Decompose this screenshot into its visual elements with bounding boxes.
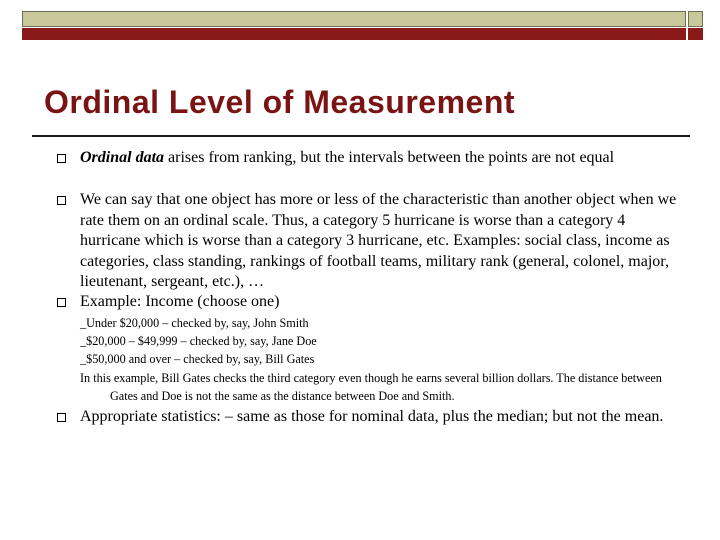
header-band-red — [22, 28, 686, 40]
corner-square-olive — [688, 11, 703, 27]
income-explanation: In this example, Bill Gates checks the third category even though he earns several billion dollars. The distance between Gates and Doe is not the same as the distance between Doe and Smith. — [80, 371, 662, 403]
bullet-square-icon — [57, 298, 66, 307]
title-underline — [32, 135, 690, 137]
bullet-square-icon — [57, 196, 66, 205]
bullet-text: arises from ranking, but the intervals between the points are not equal — [164, 149, 615, 166]
bullet-square-icon — [57, 413, 66, 422]
bullet-appropriate-statistics: Appropriate statistics: – same as those for nominal data, plus the median; but not the mean. — [80, 408, 664, 425]
bullet-income-example: Example: Income (choose one) — [80, 293, 280, 310]
income-option-1: _Under $20,000 – checked by, say, John Smith — [80, 316, 309, 330]
term-ordinal-data: Ordinal data — [80, 149, 165, 166]
corner-square-red — [688, 28, 703, 40]
header-band-olive — [22, 11, 686, 27]
income-option-2: _$20,000 – $49,999 – checked by, say, Jane Doe — [80, 334, 317, 348]
bullet-ordinal-scale: We can say that one object has more or less of the characteristic than another object when we rate them on an ordinal scale. Thus, a category 5 hurricane is worse than a category 4 hurricane which is worse than a category 3 hurricane, etc. Examples: social class, income as categories, class standing, rankings of football teams, military rank (general, colonel, major, lieutenant, sergeant, etc.), … — [80, 191, 677, 290]
income-option-3: _$50,000 and over – checked by, say, Bill Gates — [80, 352, 315, 366]
bullet-square-icon — [57, 154, 66, 163]
bullet-ordinal-data — [80, 148, 680, 169]
slide-title: Ordinal Level of Measurement — [44, 84, 516, 120]
